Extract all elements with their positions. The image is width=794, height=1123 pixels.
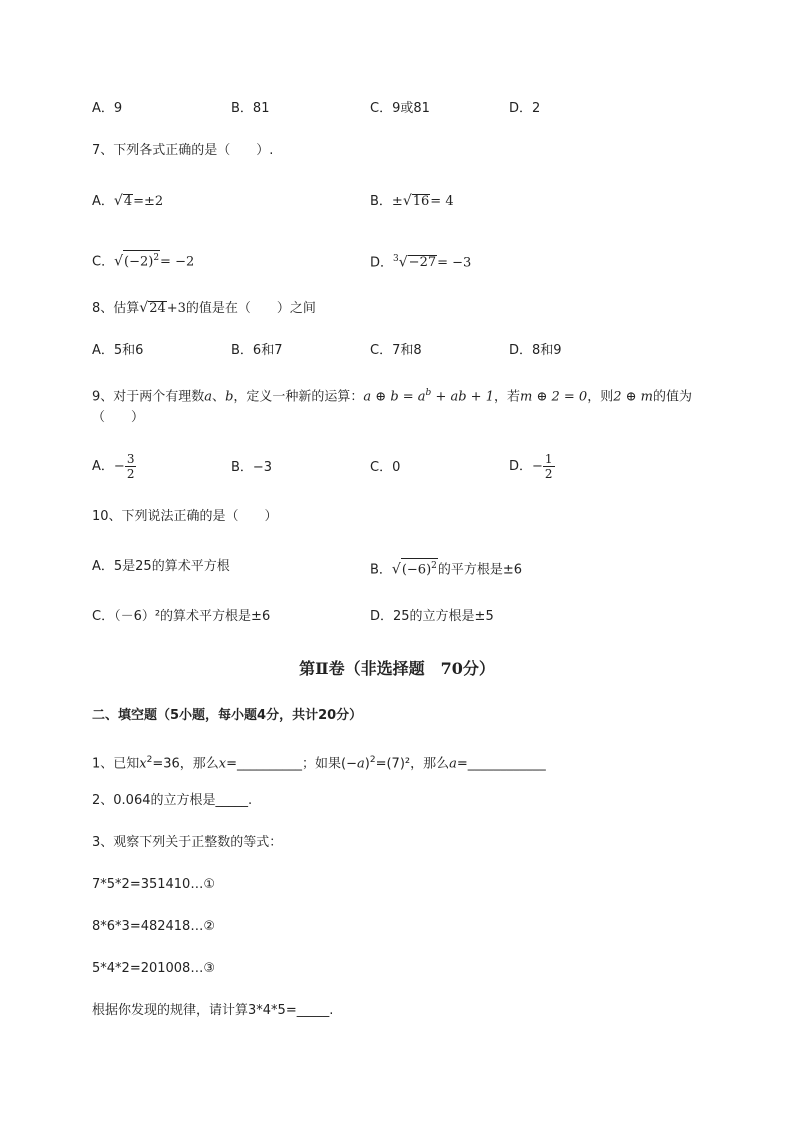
q8-plus: +3 [166, 301, 186, 316]
q7-stem: 7、下列各式正确的是（ ）. [92, 143, 274, 158]
q7-c-base: (−2) [124, 254, 154, 270]
q9-stem-mid3: ，则 [587, 389, 614, 405]
q8-stem-pre: 8、估算 [92, 301, 140, 316]
fill1-a: a [357, 756, 365, 772]
part2-heading: 二、填空题（5小题，每小题4分，共计20分） [92, 708, 363, 723]
q7-a-rest: =±2 [133, 194, 164, 209]
q8-stem [92, 299, 316, 318]
q7-d-index: 3 [393, 254, 399, 264]
q7-d-label: D． [370, 255, 394, 271]
q7-option-b [370, 192, 454, 211]
q9-d-label: D． [509, 459, 533, 474]
fill1-mid: ) [364, 756, 370, 772]
fill1-eq: =36，那么 [152, 756, 219, 772]
fill3-eq1: 7*5*2=351410…① [92, 877, 215, 892]
q6-option-a: A．9 [92, 101, 123, 116]
q8-stem-post: 的值是在（ ）之间 [185, 301, 316, 316]
q10-b-radicand [401, 558, 438, 577]
fraction-denominator: 2 [126, 467, 135, 481]
q8-option-a: A．5和6 [92, 343, 144, 358]
radical-sign: √ [113, 193, 123, 209]
fill3-stem: 3、观察下列关于正整数的等式： [92, 835, 283, 850]
fill1-x2: x [218, 756, 227, 772]
q7-c-rest: = −2 [160, 254, 195, 270]
q9-cond: m ⊕ 2 = 0 [520, 389, 588, 405]
q8-option-b: B．6和7 [231, 343, 283, 358]
q9-option-d [509, 452, 555, 481]
q7-a-label: A． [92, 194, 114, 209]
q10-option-a: A．5是25的算术平方根 [92, 559, 230, 574]
q9-ask: 2 ⊕ m [613, 389, 653, 405]
q10-b-rest: 的平方根是±6 [437, 562, 523, 578]
q9-option-a [92, 452, 136, 481]
q9-stem [92, 384, 692, 406]
q6-option-c: C．9或81 [370, 101, 430, 116]
q9-d-fraction [543, 452, 555, 481]
q8-radicand: 24 [149, 301, 166, 316]
q9-op-rest: + ab + 1 [431, 389, 494, 405]
q9-stem-mid2: ，若 [493, 389, 520, 405]
radical-sign: √ [114, 253, 123, 270]
q7-option-c [92, 250, 194, 271]
q10-option-b [370, 558, 522, 579]
q8-option-c: C．7和8 [370, 343, 422, 358]
q7-b-rest: = 4 [430, 194, 454, 209]
q10-option-c: C．（－6）²的算术平方根是±6 [92, 609, 271, 624]
fraction-numerator: 3 [126, 452, 135, 466]
q9-stem-pre: 9、对于两个有理数 [92, 389, 205, 405]
q9-a-label: A． [92, 459, 114, 474]
q7-c-label: C． [92, 254, 115, 270]
fraction-denominator: 2 [544, 467, 553, 481]
q7-c-radicand [123, 250, 160, 269]
q10-b-exponent: 2 [431, 561, 437, 571]
fill1-a2: a [449, 756, 457, 772]
fill3-eq2: 8*6*3=482418…② [92, 919, 215, 934]
q7-a-radicand: 4 [123, 194, 133, 209]
fill1-pre: 1、已知 [92, 756, 140, 772]
q9-a-fraction [125, 452, 137, 481]
radical-sign: √ [391, 561, 401, 578]
q9-sep: 、 [212, 389, 226, 405]
q6-option-b: B．81 [231, 101, 270, 116]
fill1-blank2[interactable]: =____________ [456, 756, 546, 772]
q7-b-pre: ± [391, 194, 403, 209]
q10-option-d: D．25的立方根是±5 [370, 609, 494, 624]
fill1-x: x [139, 756, 147, 772]
radical-sign: √ [402, 193, 412, 209]
q10-b-base: (−6) [401, 562, 432, 578]
q9-option-c: C．0 [370, 460, 401, 475]
fill1-exp3: 2 [369, 755, 376, 765]
q9-var-b: b [225, 389, 234, 405]
q9-paren: （ ） [92, 410, 145, 425]
q9-option-b: B．−3 [231, 460, 273, 475]
fill2: 2、0.064的立方根是_____. [92, 793, 253, 808]
fill1-exp: 2 [146, 755, 153, 765]
q9-d-sign: − [532, 459, 543, 474]
q7-d-radicand: −27 [408, 255, 437, 271]
fraction-numerator: 1 [544, 452, 553, 466]
fill1-blank1[interactable]: =__________；如果(− [226, 756, 357, 772]
part2-title: 第Ⅱ卷（非选择题 70分） [299, 659, 495, 678]
q10-stem: 10、下列说法正确的是（ ） [92, 509, 278, 524]
fill1 [92, 751, 546, 773]
q7-b-radicand: 16 [412, 194, 430, 209]
q9-op-def: a ⊕ b = a [363, 389, 426, 405]
q7-d-rest: = −3 [437, 255, 472, 271]
fill3-eq3: 5*4*2=201008…③ [92, 961, 215, 976]
q9-op-exp: b [425, 388, 432, 398]
q9-stem-end: 的值为 [652, 389, 692, 405]
q9-var-a: a [204, 389, 213, 405]
q10-b-label: B． [370, 562, 392, 578]
q7-b-label: B． [370, 194, 392, 209]
q7-option-d [370, 250, 471, 272]
q7-c-exponent: 2 [153, 253, 160, 263]
q7-option-a [92, 192, 163, 211]
radical-sign: √ [398, 254, 408, 271]
fill1-rest: =(7)²，那么 [375, 756, 450, 772]
radical-sign: √ [139, 300, 149, 316]
q6-option-d: D．2 [509, 101, 541, 116]
q9-a-sign: − [113, 459, 125, 474]
q9-stem-mid: ，定义一种新的运算： [233, 389, 364, 405]
fill3-ask: 根据你发现的规律，请计算3*4*5=_____. [92, 1003, 334, 1018]
q8-option-d: D．8和9 [509, 343, 562, 358]
